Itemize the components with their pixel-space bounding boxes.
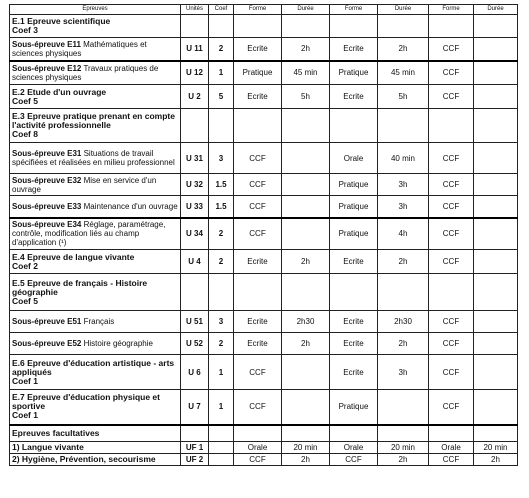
- forme-1-cell: CCF: [234, 355, 282, 390]
- epreuve-title: 2) Hygiène, Prévention, secourisme: [12, 454, 156, 464]
- forme-1-cell: Orale: [234, 442, 282, 454]
- table-row: [10, 355, 518, 390]
- duree-1-cell: [282, 143, 330, 174]
- forme-1-cell: CCF: [234, 454, 282, 466]
- epreuve-title: E.2 Etude d'un ouvrage: [12, 86, 107, 97]
- unite-cell: U 51: [181, 311, 209, 333]
- epreuve-title: E.4 Epreuve de langue vivante: [12, 251, 135, 262]
- coef-cell: [209, 274, 234, 311]
- duree-3-cell: [474, 355, 518, 390]
- forme-2-cell: Pratique: [330, 390, 378, 425]
- forme-2-cell: Ecrite: [330, 355, 378, 390]
- epreuve-name-cell: [10, 274, 181, 311]
- sous-epreuve-title: Mathématiques et sciences physiques: [12, 39, 147, 58]
- duree-1-cell: 5h: [282, 85, 330, 109]
- exam-regulation-table: [9, 4, 518, 466]
- epreuve-title: E.1 Epreuve scientifique: [12, 16, 111, 26]
- duree-1-cell: [282, 218, 330, 250]
- forme-3-cell: CCF: [429, 454, 474, 466]
- table-row: [10, 38, 518, 61]
- table-row: [10, 333, 518, 355]
- table-row: [10, 442, 518, 454]
- duree-1-cell: [282, 355, 330, 390]
- duree-2-cell: 2h: [378, 38, 429, 61]
- duree-3-cell: [474, 143, 518, 174]
- duree-3-cell: [474, 38, 518, 61]
- duree-2-cell: 2h: [378, 250, 429, 274]
- forme-3-cell: CCF: [429, 355, 474, 390]
- forme-3-cell: CCF: [429, 196, 474, 218]
- epreuve-title: 1) Langue vivante: [12, 442, 84, 452]
- forme-1-cell: Pratique: [234, 61, 282, 85]
- forme-3-cell: CCF: [429, 174, 474, 196]
- forme-1-cell: [234, 15, 282, 38]
- unite-cell: [181, 274, 209, 311]
- table-row: [10, 250, 518, 274]
- epreuve-name-cell: [10, 333, 181, 355]
- duree-2-cell: 5h: [378, 85, 429, 109]
- header-epreuves: Epreuves: [10, 5, 181, 15]
- unite-cell: U 34: [181, 218, 209, 250]
- sous-epreuve-title: Travaux pratiques de sciences physiques: [12, 63, 159, 82]
- forme-3-cell: CCF: [429, 61, 474, 85]
- forme-1-cell: [234, 425, 282, 442]
- forme-2-cell: [330, 425, 378, 442]
- table-row: [10, 109, 518, 143]
- epreuve-coef: Coef 2: [12, 260, 38, 271]
- forme-1-cell: [234, 274, 282, 311]
- duree-1-cell: [282, 174, 330, 196]
- header-unites: Unités: [181, 5, 209, 15]
- duree-1-cell: 2h30: [282, 311, 330, 333]
- table-row: [10, 85, 518, 109]
- epreuve-coef: Coef 5: [12, 95, 38, 106]
- sous-epreuve-title: Français: [81, 317, 115, 326]
- forme-2-cell: Ecrite: [330, 311, 378, 333]
- header-forme-3: Forme: [429, 5, 474, 15]
- forme-2-cell: Orale: [330, 442, 378, 454]
- forme-3-cell: [429, 109, 474, 143]
- unite-cell: U 33: [181, 196, 209, 218]
- duree-1-cell: 45 min: [282, 61, 330, 85]
- sous-epreuve-label: Sous-épreuve E32: [12, 175, 82, 185]
- duree-1-cell: 20 min: [282, 442, 330, 454]
- unite-cell: U 11: [181, 38, 209, 61]
- forme-3-cell: CCF: [429, 143, 474, 174]
- forme-3-cell: CCF: [429, 218, 474, 250]
- epreuve-title: E.3 Epreuve pratique prenant en compte l'activité professionnelle: [12, 111, 175, 130]
- sous-epreuve-label: Sous-épreuve E11: [12, 39, 81, 49]
- coef-cell: 2: [209, 218, 234, 250]
- epreuve-name-cell: [10, 218, 181, 250]
- coef-cell: 1: [209, 61, 234, 85]
- forme-3-cell: CCF: [429, 250, 474, 274]
- duree-2-cell: 4h: [378, 218, 429, 250]
- sous-epreuve-title: Situations de travail spécifiées et réalisées en milieu professionnel: [12, 149, 175, 167]
- unite-cell: UF 2: [181, 454, 209, 466]
- sous-epreuve-label: Sous-épreuve E12: [12, 63, 82, 73]
- epreuve-name-cell: [10, 442, 181, 454]
- forme-2-cell: [330, 15, 378, 38]
- duree-3-cell: [474, 311, 518, 333]
- epreuve-name-cell: [10, 196, 181, 218]
- duree-2-cell: 20 min: [378, 442, 429, 454]
- forme-2-cell: Pratique: [330, 196, 378, 218]
- duree-2-cell: [378, 390, 429, 425]
- forme-1-cell: CCF: [234, 218, 282, 250]
- forme-2-cell: Ecrite: [330, 38, 378, 61]
- forme-1-cell: [234, 109, 282, 143]
- duree-1-cell: 2h: [282, 38, 330, 61]
- epreuve-coef: Coef 1: [12, 410, 38, 421]
- epreuve-title: E.6 Epreuve d'éducation artistique - arts appliqués: [12, 357, 175, 377]
- duree-3-cell: [474, 61, 518, 85]
- epreuve-name-cell: [10, 355, 181, 390]
- coef-cell: [209, 442, 234, 454]
- coef-cell: [209, 15, 234, 38]
- header-coef: Coef: [209, 5, 234, 15]
- coef-cell: 5: [209, 85, 234, 109]
- duree-3-cell: [474, 250, 518, 274]
- duree-3-cell: [474, 390, 518, 425]
- sous-epreuve-label: Sous-épreuve E52: [12, 339, 82, 348]
- sous-epreuve-title: Réglage, paramétrage, contrôle, modification liés au champ d'application (¹): [12, 220, 166, 248]
- forme-3-cell: [429, 274, 474, 311]
- duree-3-cell: [474, 333, 518, 355]
- table-row: [10, 425, 518, 442]
- unite-cell: U 12: [181, 61, 209, 85]
- header-forme-2: Forme: [330, 5, 378, 15]
- duree-1-cell: 2h: [282, 333, 330, 355]
- coef-cell: 1: [209, 390, 234, 425]
- coef-cell: 3: [209, 143, 234, 174]
- unite-cell: [181, 425, 209, 442]
- duree-1-cell: [282, 109, 330, 143]
- epreuve-name-cell: [10, 143, 181, 174]
- forme-3-cell: CCF: [429, 38, 474, 61]
- unite-cell: U 32: [181, 174, 209, 196]
- epreuve-name-cell: [10, 38, 181, 61]
- sous-epreuve-label: Sous-épreuve E33: [12, 201, 82, 211]
- table-row: [10, 274, 518, 311]
- sous-epreuve-title: Mise en service d'un ouvrage: [12, 175, 157, 194]
- header-duree-1: Durée: [282, 5, 330, 15]
- forme-1-cell: Ecrite: [234, 333, 282, 355]
- duree-2-cell: 2h30: [378, 311, 429, 333]
- unite-cell: [181, 15, 209, 38]
- coef-cell: 1.5: [209, 174, 234, 196]
- forme-3-cell: Orale: [429, 442, 474, 454]
- forme-1-cell: CCF: [234, 196, 282, 218]
- duree-3-cell: [474, 174, 518, 196]
- forme-2-cell: Ecrite: [330, 333, 378, 355]
- forme-1-cell: CCF: [234, 390, 282, 425]
- duree-2-cell: 3h: [378, 355, 429, 390]
- duree-1-cell: 2h: [282, 454, 330, 466]
- duree-2-cell: 40 min: [378, 143, 429, 174]
- epreuve-name-cell: [10, 311, 181, 333]
- table-row: [10, 390, 518, 425]
- duree-3-cell: [474, 274, 518, 311]
- forme-2-cell: Orale: [330, 143, 378, 174]
- epreuve-name-cell: [10, 425, 181, 442]
- coef-cell: 1: [209, 355, 234, 390]
- duree-3-cell: [474, 218, 518, 250]
- epreuve-name-cell: [10, 174, 181, 196]
- unite-cell: U 6: [181, 355, 209, 390]
- table-row: [10, 174, 518, 196]
- duree-1-cell: [282, 390, 330, 425]
- forme-3-cell: CCF: [429, 390, 474, 425]
- forme-2-cell: CCF: [330, 454, 378, 466]
- duree-2-cell: 3h: [378, 174, 429, 196]
- unite-cell: U 7: [181, 390, 209, 425]
- sous-epreuve-label: Sous-épreuve E51: [12, 317, 82, 326]
- coef-cell: 2: [209, 250, 234, 274]
- duree-1-cell: 2h: [282, 250, 330, 274]
- epreuve-name-cell: [10, 85, 181, 109]
- duree-2-cell: [378, 425, 429, 442]
- duree-2-cell: 45 min: [378, 61, 429, 85]
- epreuve-name-cell: [10, 250, 181, 274]
- header-duree-3: Durée: [474, 5, 518, 15]
- table-row: [10, 15, 518, 38]
- forme-2-cell: Pratique: [330, 61, 378, 85]
- duree-1-cell: [282, 425, 330, 442]
- epreuve-name-cell: [10, 15, 181, 38]
- forme-2-cell: Pratique: [330, 218, 378, 250]
- forme-2-cell: [330, 109, 378, 143]
- unite-cell: U 31: [181, 143, 209, 174]
- forme-1-cell: Ecrite: [234, 250, 282, 274]
- forme-2-cell: Pratique: [330, 174, 378, 196]
- duree-3-cell: 2h: [474, 454, 518, 466]
- table-row: [10, 311, 518, 333]
- table-row: [10, 218, 518, 250]
- duree-3-cell: [474, 85, 518, 109]
- coef-cell: 1.5: [209, 196, 234, 218]
- header-forme-1: Forme: [234, 5, 282, 15]
- epreuve-title: E.5 Epreuve de français - Histoire géographie: [12, 277, 148, 297]
- epreuve-name-cell: [10, 454, 181, 466]
- duree-3-cell: [474, 196, 518, 218]
- epreuve-coef: Coef 8: [12, 129, 38, 139]
- epreuve-coef: Coef 3: [12, 25, 38, 35]
- unite-cell: U 52: [181, 333, 209, 355]
- unite-cell: U 2: [181, 85, 209, 109]
- epreuve-coef: Coef 5: [12, 295, 38, 306]
- duree-3-cell: [474, 15, 518, 38]
- forme-3-cell: [429, 425, 474, 442]
- epreuve-name-cell: [10, 390, 181, 425]
- duree-3-cell: [474, 109, 518, 143]
- forme-2-cell: Ecrite: [330, 250, 378, 274]
- forme-3-cell: CCF: [429, 311, 474, 333]
- table-row: [10, 196, 518, 218]
- header-duree-2: Durée: [378, 5, 429, 15]
- unite-cell: [181, 109, 209, 143]
- duree-1-cell: [282, 196, 330, 218]
- epreuve-title: E.7 Epreuve d'éducation physique et sportive: [12, 392, 160, 412]
- duree-2-cell: [378, 109, 429, 143]
- epreuve-title: Epreuves facultatives: [12, 427, 100, 438]
- forme-1-cell: Ecrite: [234, 38, 282, 61]
- duree-1-cell: [282, 274, 330, 311]
- duree-3-cell: [474, 425, 518, 442]
- forme-1-cell: Ecrite: [234, 85, 282, 109]
- table-row: [10, 143, 518, 174]
- sous-epreuve-title: Histoire géographie: [81, 339, 153, 348]
- unite-cell: UF 1: [181, 442, 209, 454]
- forme-1-cell: CCF: [234, 143, 282, 174]
- duree-2-cell: 2h: [378, 333, 429, 355]
- table-row: [10, 454, 518, 466]
- duree-2-cell: [378, 274, 429, 311]
- forme-3-cell: CCF: [429, 333, 474, 355]
- coef-cell: [209, 109, 234, 143]
- epreuve-coef: Coef 1: [12, 375, 38, 386]
- unite-cell: U 4: [181, 250, 209, 274]
- duree-2-cell: 3h: [378, 196, 429, 218]
- forme-1-cell: CCF: [234, 174, 282, 196]
- duree-2-cell: [378, 15, 429, 38]
- header-row: [10, 5, 518, 15]
- coef-cell: 2: [209, 38, 234, 61]
- epreuve-name-cell: [10, 61, 181, 85]
- table-row: [10, 61, 518, 85]
- duree-3-cell: 20 min: [474, 442, 518, 454]
- coef-cell: [209, 454, 234, 466]
- forme-3-cell: [429, 15, 474, 38]
- duree-1-cell: [282, 15, 330, 38]
- coef-cell: 2: [209, 333, 234, 355]
- forme-1-cell: Ecrite: [234, 311, 282, 333]
- epreuve-name-cell: [10, 109, 181, 143]
- coef-cell: [209, 425, 234, 442]
- sous-epreuve-label: Sous-épreuve E34: [12, 220, 82, 230]
- sous-epreuve-title: Maintenance d'un ouvrage: [81, 201, 178, 211]
- forme-2-cell: Ecrite: [330, 85, 378, 109]
- coef-cell: 3: [209, 311, 234, 333]
- forme-2-cell: [330, 274, 378, 311]
- sous-epreuve-label: Sous-épreuve E31: [12, 149, 82, 158]
- duree-2-cell: 2h: [378, 454, 429, 466]
- forme-3-cell: CCF: [429, 85, 474, 109]
